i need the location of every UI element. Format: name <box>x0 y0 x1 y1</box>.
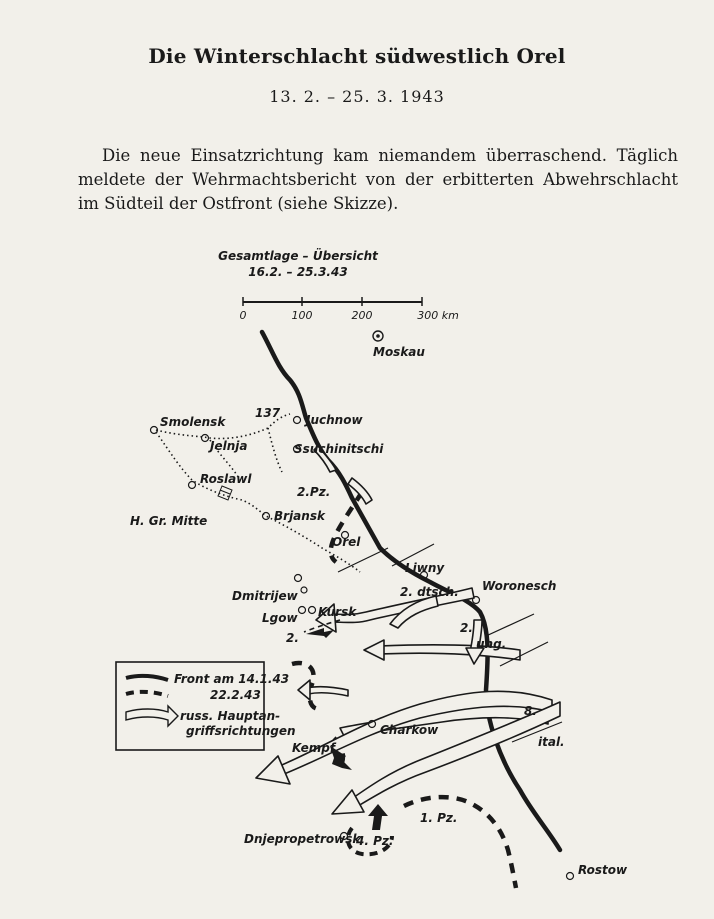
svg-text:Juchnow: Juchnow <box>306 413 363 427</box>
svg-text:Woronesch: Woronesch <box>482 579 557 593</box>
unit-4pz: 4. Pz. <box>356 834 394 848</box>
body-paragraph: Die neue Einsatzrichtung kam niemandem überraschend. Täglich meldete der Wehrmachtsbericht von der erbitterten Abwehrschlacht im Südteil der Ostfront (siehe Skizze). <box>78 146 678 213</box>
unit-8: 8. <box>524 704 537 718</box>
city-lgow <box>262 607 306 626</box>
unit-2-dtsch: 2. dtsch. <box>400 585 459 599</box>
city-brjansk <box>263 509 326 523</box>
svg-text:Liwny: Liwny <box>405 561 445 575</box>
attack-arrow-6-head <box>364 640 384 660</box>
city-charkow <box>369 721 440 738</box>
attack-arrow-8 <box>306 687 348 696</box>
svg-text:Ssuchinitschi: Ssuchinitschi <box>294 442 384 456</box>
svg-text:Rostow: Rostow <box>578 863 628 877</box>
unit-2: 2. <box>286 631 299 645</box>
page-title: Die Winterschlacht südwestlich Orel <box>148 44 566 68</box>
map-title: Gesamtlage – Übersicht <box>218 249 378 263</box>
scale-tick-100: 100 <box>291 309 313 322</box>
unit-ung: ung. <box>476 637 507 651</box>
scale-tick-300: 300 km <box>417 309 459 322</box>
city-ssuchinitschi <box>294 442 385 456</box>
unit-1pz: 1. Pz. <box>420 811 458 825</box>
city-roslawl <box>189 472 253 489</box>
date-range: 13. 2. – 25. 3. 1943 <box>269 87 445 106</box>
svg-text:Roslawl: Roslawl <box>200 472 252 486</box>
hgr-mitte-label: H. Gr. Mitte <box>130 514 208 528</box>
legend-front-date2: 22.2.43 <box>210 688 261 702</box>
scale-tick-200: 200 <box>351 309 373 322</box>
map-legend <box>116 662 296 750</box>
svg-text:Charkow: Charkow <box>380 723 439 737</box>
city-liwny <box>405 561 445 579</box>
svg-text:Moskau: Moskau <box>373 345 425 359</box>
attack-arrows <box>256 446 560 814</box>
svg-text:Kursk: Kursk <box>318 605 357 619</box>
svg-text:Dmitrijew: Dmitrijew <box>232 589 298 603</box>
city-orel <box>332 532 361 550</box>
legend-arrows-label-1: russ. Hauptan- <box>180 709 281 723</box>
city-moskau <box>373 331 425 359</box>
map-period: 16.2. – 25.3.43 <box>248 265 348 279</box>
pz4-arrow <box>368 804 388 830</box>
svg-text:Smolensk: Smolensk <box>160 415 226 429</box>
dotted-line-road-137 <box>268 428 282 472</box>
legend-front-label: Front am 14.1.43 <box>174 672 290 686</box>
road-137-label: 137 <box>255 406 281 420</box>
unit-kempf: Kempf <box>292 741 336 755</box>
city-woronesch <box>473 579 557 604</box>
svg-text:Dnjepropetrowsk: Dnjepropetrowsk <box>244 832 361 846</box>
city-dmitrijew <box>232 575 307 604</box>
unit-ital: ital. <box>538 735 565 749</box>
svg-text:Jelnja: Jelnja <box>210 439 248 453</box>
unit-2-b: 2. <box>460 621 473 635</box>
legend-arrows-label-2: griffsrichtungen <box>186 724 296 738</box>
svg-text:Orel: Orel <box>332 535 361 549</box>
city-dnjepropetrowsk <box>244 832 361 846</box>
city-kursk <box>309 605 358 619</box>
city-rostow <box>567 863 629 880</box>
unit-2pz: 2.Pz. <box>297 485 331 499</box>
front-line-22-2-43 <box>331 492 362 562</box>
scale-tick-0: 0 <box>239 309 247 322</box>
svg-text:Lgow: Lgow <box>262 611 298 625</box>
attack-arrow-8-head <box>298 680 310 700</box>
svg-text:Brjansk: Brjansk <box>274 509 325 523</box>
scale-bar <box>240 297 459 322</box>
city-jelnja <box>202 435 248 454</box>
